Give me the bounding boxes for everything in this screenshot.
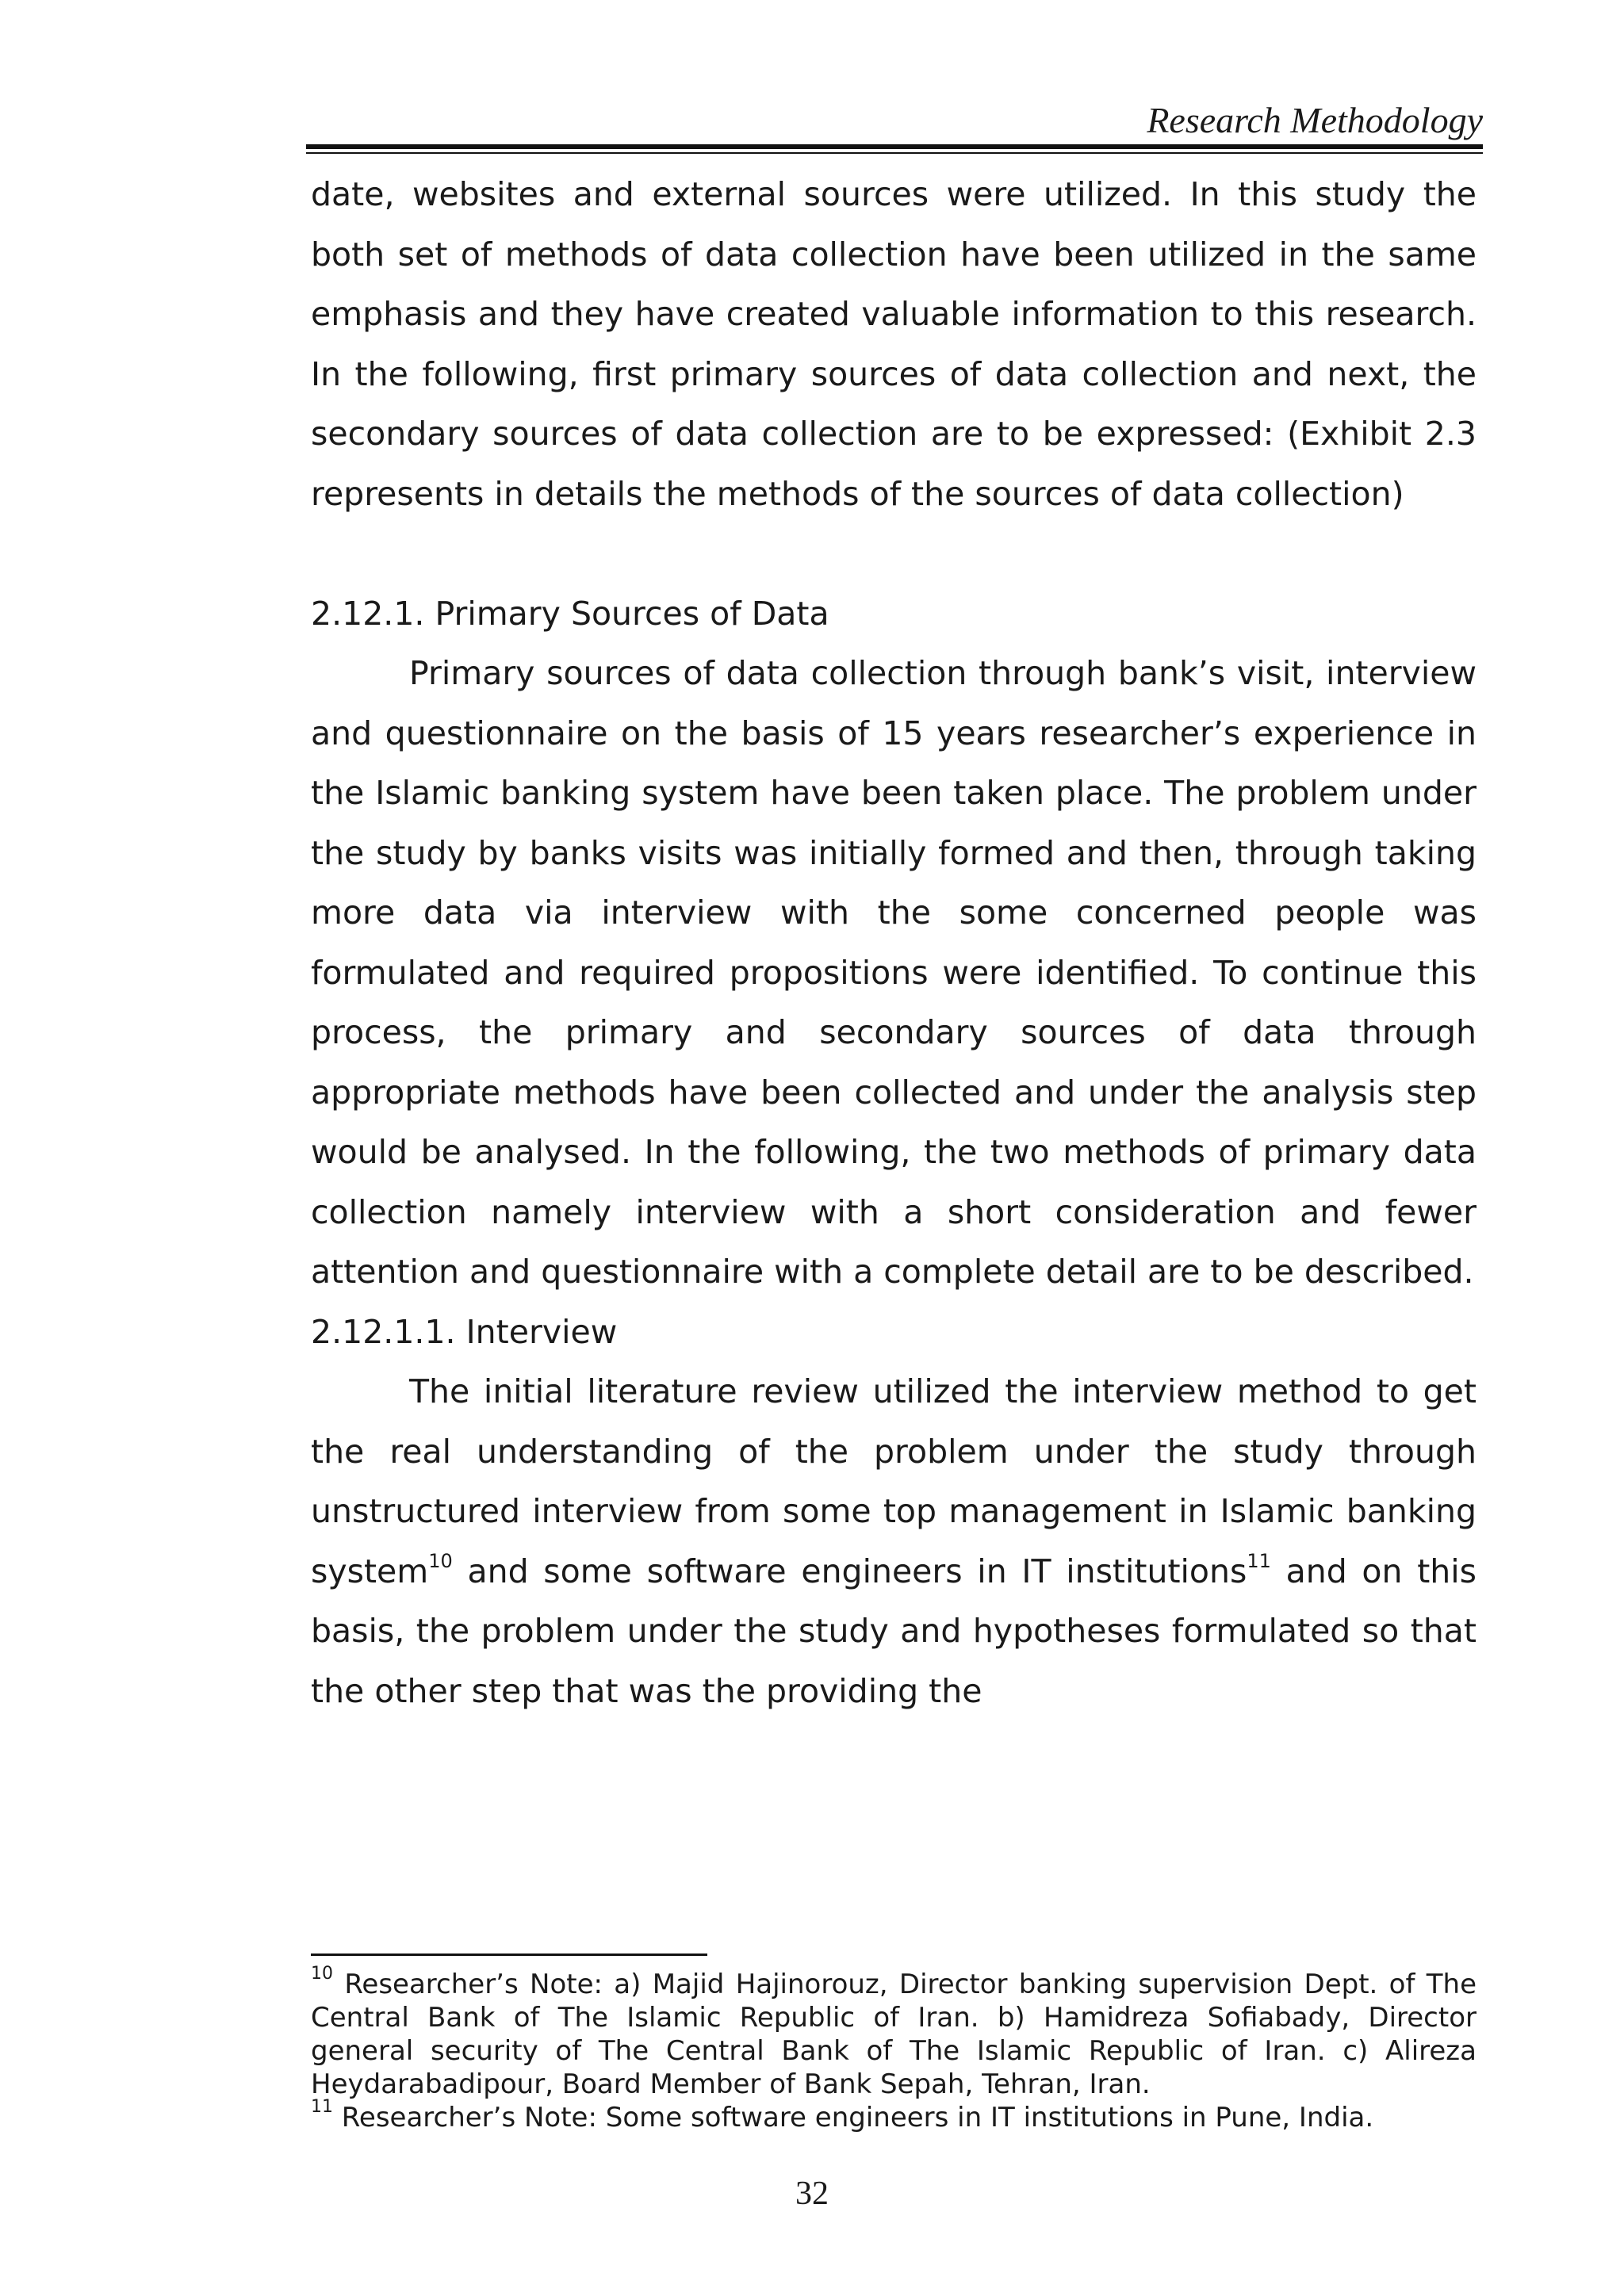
paragraph-continued: date, websites and external sources were utilized. In this study the both set of methods of data collection have been utilized in the same emphasis and they have created valuable information to this research. In the following, first primary sources of data collection and next, the secondary sources of data collection are to be expressed: (Exhibit 2.3 represents in details the methods of the sources of data collection) (311, 175, 1477, 513)
header-title: Research Methodology (1147, 100, 1483, 140)
footnote-separator (311, 1954, 707, 1956)
page-number: 32 (795, 2175, 829, 2212)
paragraph-gap (311, 524, 1477, 584)
header-rule-thin (306, 152, 1483, 154)
footnote-ref-11[interactable]: 11 (1247, 1549, 1271, 1572)
body-text (311, 165, 1477, 1721)
footnote-ref-10[interactable]: 10 (428, 1549, 453, 1572)
paragraph-primary-sources: Primary sources of data collection through bank’s visit, interview and questionnaire on the basis of 15 years researcher’s experience in the Islamic banking system have been taken place. The problem under the study by banks visits was initially formed and then, through taking more data via interview with the some concerned people was formulated and required propositions were identified. To continue this process, the primary and secondary sources of data through appropriate methods have been collected and under the analysis step would be analysed. In the following, the two methods of primary data collection namely interview with a short consideration and fewer attention and questionnaire with a complete detail are to be described. (311, 654, 1477, 1291)
running-header (306, 94, 1483, 149)
footnote-11 (311, 2096, 1477, 2134)
footnote-marker: 10 (311, 1963, 333, 1984)
header-rule-thick (306, 144, 1483, 149)
section-heading-interview: 2.12.1.1. Interview (311, 1312, 618, 1351)
footnote-text: Researcher’s Note: Some software engineers in IT institutions in Pune, India. (333, 2102, 1374, 2133)
paragraph-interview (311, 1362, 1477, 1721)
footnote-10 (311, 1963, 1477, 2101)
paragraph-interview-part3: and on this basis, the problem under the study and hypotheses formulated so that the other step that was the providing the (311, 1552, 1477, 1710)
footnote-marker: 11 (311, 2096, 333, 2117)
footnotes (311, 1963, 1477, 2134)
paragraph-interview-part1: The initial literature review utilized the interview method to get the real understanding of the problem under the study through unstructured interview from some top management in Islamic banking system (311, 1372, 1477, 1590)
section-heading-primary-sources: 2.12.1. Primary Sources of Data (311, 594, 829, 633)
paragraph-interview-part2: and some software engineers in IT institutions (452, 1552, 1247, 1590)
footnote-text: Researcher’s Note: a) Majid Hajinorouz, Director banking supervision Dept. of The Central Bank of The Islamic Republic of Iran. b) Hamidreza Sofiabady, Director general security of The Central Bank of The Islamic Republic of Iran. c) Alireza Heydarabadipour, Board Member of Bank Sepah, Tehran, Iran. (311, 1969, 1477, 2100)
